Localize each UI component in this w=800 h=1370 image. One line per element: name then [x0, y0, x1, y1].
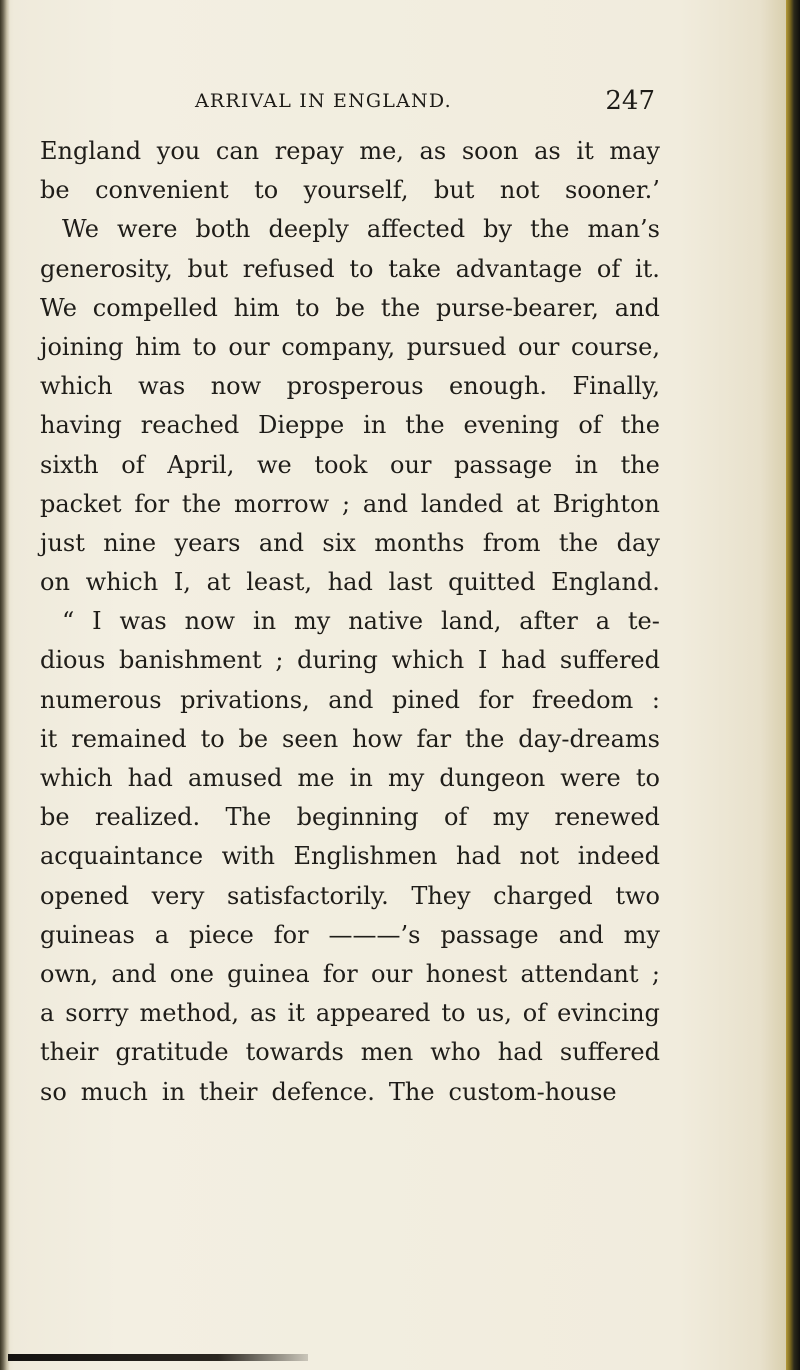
word: indeed: [577, 842, 660, 871]
word: of: [522, 999, 547, 1028]
word: opened: [40, 881, 130, 910]
word: on: [40, 568, 70, 597]
word: be: [238, 724, 269, 753]
text-line: [40, 759, 660, 798]
word: realized.: [94, 803, 201, 832]
word: and: [362, 489, 409, 518]
word: acquaintance: [40, 842, 204, 871]
word: with: [221, 842, 275, 871]
word: which: [391, 646, 465, 675]
word: months: [374, 528, 465, 557]
word: They: [411, 881, 471, 910]
word: te-: [627, 607, 660, 636]
word: my: [492, 803, 530, 832]
word: be: [40, 176, 70, 205]
word: deeply: [268, 215, 349, 244]
word: can: [215, 137, 260, 165]
word: men: [360, 1038, 414, 1067]
text-line: [40, 641, 660, 680]
word: so: [40, 1077, 67, 1106]
word: not: [519, 842, 560, 871]
word: least,: [246, 568, 313, 597]
running-title: ARRIVAL IN ENGLAND.: [195, 90, 452, 112]
text-line: [40, 132, 660, 171]
word: We: [62, 215, 99, 244]
word: piece: [188, 920, 254, 949]
word: purse-bearer,: [436, 293, 599, 322]
word: during: [297, 646, 378, 675]
word: joining: [40, 332, 124, 361]
word: my: [387, 764, 425, 792]
word: it: [287, 999, 305, 1028]
word: defence.: [271, 1077, 375, 1106]
word: man’s: [587, 215, 660, 244]
word: at: [206, 568, 231, 597]
word: generosity,: [40, 254, 173, 283]
text-line: [40, 524, 660, 563]
word: appeared: [315, 999, 431, 1028]
word: company,: [281, 332, 396, 361]
word: at: [515, 489, 540, 518]
word: it: [40, 724, 58, 753]
word: be: [335, 293, 365, 322]
word: and: [614, 293, 660, 322]
word: for: [478, 685, 514, 714]
word: “: [62, 607, 75, 636]
word: seen: [282, 724, 339, 753]
text-line: [40, 289, 660, 328]
word: from: [482, 528, 541, 557]
word: yourself,: [303, 176, 409, 205]
word: repay: [274, 137, 344, 165]
word: enough.: [449, 372, 548, 401]
word: our: [371, 959, 413, 988]
word: freedom: [531, 685, 634, 714]
word: him: [135, 332, 182, 361]
text-line: [40, 1033, 660, 1072]
text-line: [40, 916, 660, 955]
word: sooner.’: [564, 176, 660, 205]
word: attendant: [520, 959, 639, 988]
word: but: [187, 254, 228, 283]
word: evincing: [557, 999, 660, 1028]
word: pursued: [406, 332, 507, 361]
body-text: [40, 132, 660, 1112]
word: our: [228, 332, 270, 361]
word: Englishmen: [293, 842, 438, 871]
word: the: [465, 724, 505, 753]
text-line: [40, 720, 660, 759]
word: just: [40, 528, 85, 557]
word: having: [40, 411, 122, 440]
word: satisfactorily.: [226, 881, 389, 910]
word: quitted: [448, 568, 536, 597]
word: six: [322, 528, 356, 557]
word: dungeon: [439, 764, 546, 792]
word: had: [497, 1038, 543, 1067]
word: to: [192, 332, 217, 361]
word: to: [635, 764, 660, 792]
bottom-shadow-rule: [8, 1354, 308, 1361]
text-line: [40, 406, 660, 445]
word: as: [534, 137, 561, 165]
text-line: [40, 367, 660, 406]
word: was: [119, 607, 167, 636]
word: banishment: [118, 646, 262, 675]
word: the: [380, 293, 421, 322]
word: refused: [242, 254, 335, 283]
word: and: [558, 920, 604, 949]
word: the: [620, 450, 660, 479]
word: one: [169, 959, 214, 988]
word: amused: [188, 764, 283, 792]
word: two: [615, 881, 660, 910]
word: The: [388, 1077, 435, 1106]
word: my: [293, 607, 331, 636]
word: which: [40, 372, 113, 401]
word: land,: [440, 607, 502, 636]
word: had: [127, 764, 173, 792]
word: a: [154, 920, 170, 949]
word: passage: [454, 450, 553, 479]
word: which: [40, 764, 113, 792]
word: our: [517, 332, 560, 361]
word: I: [477, 646, 488, 675]
word: The: [225, 803, 272, 832]
word: honest: [425, 959, 508, 988]
word: affected: [366, 215, 466, 244]
word: to: [349, 254, 374, 283]
word: a: [595, 607, 610, 636]
word: own,: [40, 959, 99, 988]
word: the: [558, 528, 599, 557]
word: remained: [71, 724, 187, 753]
word: evening: [463, 411, 560, 440]
word: sorry: [65, 999, 129, 1028]
text-line: [40, 328, 660, 367]
text-line: [40, 250, 660, 289]
word: after: [519, 607, 578, 636]
text-line: [40, 1073, 660, 1112]
word: :: [651, 685, 660, 714]
word: our: [390, 450, 432, 479]
word: soon: [461, 137, 519, 165]
text-line: [40, 955, 660, 994]
word: were: [116, 215, 178, 244]
word: numerous: [40, 685, 162, 714]
word: suffered: [559, 646, 660, 675]
word: you: [156, 137, 201, 165]
word: how: [352, 724, 403, 753]
text-line: [40, 485, 660, 524]
word: landed: [420, 489, 504, 518]
word: for: [322, 959, 358, 988]
word: it: [576, 137, 594, 165]
word: ———’s: [328, 920, 421, 949]
word: in: [349, 764, 373, 792]
word: to: [200, 724, 225, 753]
word: in: [161, 1077, 186, 1106]
word: beginning: [296, 803, 419, 832]
word: as: [249, 999, 277, 1028]
word: who: [430, 1038, 481, 1067]
word: me,: [359, 137, 404, 165]
word: advantage: [455, 254, 583, 283]
word: guineas: [40, 920, 135, 949]
word: for: [134, 489, 170, 518]
word: for: [273, 920, 309, 949]
text-line: [40, 446, 660, 485]
word: guinea: [227, 959, 310, 988]
word: of: [578, 411, 602, 440]
word: day: [616, 528, 660, 557]
word: both: [195, 215, 251, 244]
word: by: [483, 215, 513, 244]
word: not: [499, 176, 540, 205]
text-line: [40, 837, 660, 876]
word: us,: [476, 999, 512, 1028]
word: we: [256, 450, 292, 479]
word: ;: [341, 489, 351, 518]
word: in: [363, 411, 387, 440]
word: took: [314, 450, 368, 479]
word: me: [297, 764, 335, 792]
word: much: [80, 1077, 148, 1106]
word: and: [328, 685, 374, 714]
text-line: [40, 602, 660, 641]
word: the: [620, 411, 660, 440]
word: but: [433, 176, 475, 205]
word: to: [441, 999, 466, 1028]
word: dious: [40, 646, 106, 675]
word: was: [138, 372, 186, 401]
text-line: [40, 210, 660, 249]
word: We: [40, 293, 77, 322]
word: be: [40, 803, 70, 832]
word: passage: [440, 920, 539, 949]
book-binding-edge: [786, 0, 800, 1370]
word: prosperous: [286, 372, 424, 401]
text-line: [40, 798, 660, 837]
word: towards: [245, 1038, 344, 1067]
word: now: [184, 607, 236, 636]
word: of: [596, 254, 621, 283]
word: ;: [275, 646, 284, 675]
page-header: [195, 86, 655, 120]
word: compelled: [92, 293, 218, 322]
word: very: [151, 881, 205, 910]
word: pined: [391, 685, 461, 714]
word: England: [40, 137, 142, 165]
word: renewed: [554, 803, 660, 832]
word: April,: [167, 450, 235, 479]
text-line: [40, 681, 660, 720]
word: in: [252, 607, 277, 636]
word: a: [40, 999, 55, 1028]
word: take: [388, 254, 441, 283]
word: had: [327, 568, 373, 597]
word: native: [348, 607, 424, 636]
word: far: [416, 724, 452, 753]
word: custom-house: [448, 1077, 617, 1106]
word: now: [210, 372, 262, 401]
word: it.: [634, 254, 660, 283]
word: England.: [551, 568, 660, 597]
word: reached: [140, 411, 240, 440]
word: had: [455, 842, 502, 871]
word: and: [111, 959, 157, 988]
word: Brighton: [552, 489, 660, 518]
word: last: [388, 568, 433, 597]
text-line: [40, 171, 660, 210]
word: their: [199, 1077, 258, 1106]
word: Dieppe: [258, 411, 345, 440]
word: him: [233, 293, 280, 322]
word: the: [181, 489, 222, 518]
word: which: [85, 568, 159, 597]
word: of: [444, 803, 468, 832]
word: I: [92, 607, 102, 636]
word: privations,: [180, 685, 310, 714]
word: gratitude: [115, 1038, 229, 1067]
word: had: [501, 646, 547, 675]
word: the: [530, 215, 570, 244]
word: convenient: [95, 176, 229, 205]
word: charged: [493, 881, 593, 910]
word: nine: [103, 528, 157, 557]
text-line: [40, 563, 660, 602]
word: method,: [139, 999, 240, 1028]
text-line: [40, 877, 660, 916]
word: Finally,: [572, 372, 660, 401]
page-left-edge-shadow: [0, 0, 10, 1370]
word: as: [419, 137, 447, 165]
word: may: [609, 137, 660, 165]
word: and: [258, 528, 304, 557]
word: were: [560, 764, 621, 792]
word: suffered: [559, 1038, 660, 1067]
word: packet: [40, 489, 122, 518]
text-line: [40, 994, 660, 1033]
word: to: [254, 176, 279, 205]
word: morrow: [234, 489, 330, 518]
word: years: [174, 528, 241, 557]
page-number: 247: [605, 86, 655, 116]
word: I,: [173, 568, 191, 597]
word: my: [623, 920, 660, 949]
word: the: [405, 411, 445, 440]
word: in: [574, 450, 598, 479]
word: sixth: [40, 450, 99, 479]
word: their: [40, 1038, 99, 1067]
word: of: [121, 450, 145, 479]
word: course,: [570, 332, 660, 361]
word: day-dreams: [518, 724, 660, 753]
word: ;: [651, 959, 660, 988]
word: to: [295, 293, 320, 322]
